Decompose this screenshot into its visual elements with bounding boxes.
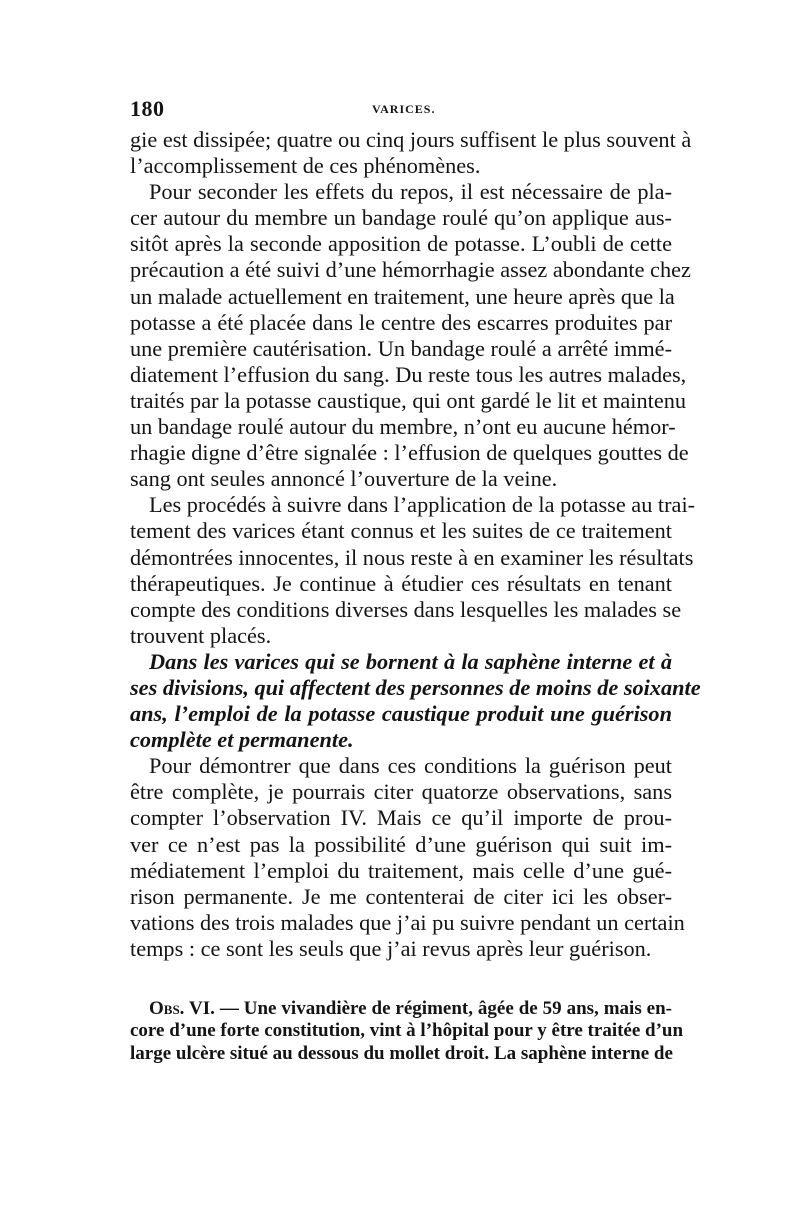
text-line: Pour seconder les effets du repos, il est nécessaire de pla-: [149, 179, 672, 205]
text-line: temps : ce sont les seuls que j’ai revus après leur guérison.: [130, 935, 652, 961]
text-line: ans, l’emploi de la potasse caustique produit une guérison: [130, 701, 672, 727]
page-number: 180: [130, 96, 165, 121]
body-text: [130, 127, 701, 962]
text-line: une première cautérisation. Un bandage roulé a arrêté immé-: [130, 335, 672, 361]
text-line: un bandage roulé autour du membre, n’ont eu aucune hémor-: [130, 414, 676, 440]
text-line: rhagie digne d’être signalée : l’effusion de quelques gouttes de: [130, 440, 689, 466]
text-line: compter l’observation IV. Mais ce qu’il importe de prou-: [130, 805, 672, 831]
text-line: démontrées innocentes, il nous reste à en examiner les résultats: [130, 544, 694, 570]
text-line: gie est dissipée; quatre ou cinq jours suffisent le plus souvent à: [130, 127, 692, 152]
text-line: ses divisions, qui affectent des personnes de moins de soixante: [130, 674, 701, 700]
observation-text: — Une vivandière de régiment, âgée de 59 ans, mais en-: [214, 998, 672, 1019]
paragraph-bandage: [130, 179, 691, 492]
text-line: tement des varices étant connus et les suites de ce traitement: [130, 518, 672, 544]
text-line: thérapeutiques. Je continue à étudier ces résultats en tenant: [130, 570, 672, 596]
text-line: traités par la potasse caustique, qui ont gardé le lit et maintenu: [130, 387, 687, 413]
observation-block: [130, 998, 684, 1065]
text-line: diatement l’effusion du sang. Du reste tous les autres malades,: [130, 361, 687, 387]
text-line: potasse a été placée dans le centre des escarres produites par: [130, 309, 672, 335]
text-line: Pour démontrer que dans ces conditions la guérison peut: [149, 753, 672, 779]
text-line: médiatement l’emploi du traitement, mais celle d’une gué-: [130, 857, 672, 883]
text-line: ver ce n’est pas la possibilité d’une guérison qui suit im-: [130, 831, 672, 857]
text-line: compte des conditions diverses dans lesquelles les malades se: [130, 596, 682, 622]
observation-first-line: [130, 998, 672, 1020]
text-line: sang ont seules annoncé l’ouverture de la veine.: [130, 466, 558, 492]
text-line: précaution a été suivi d’une hémorrhagie assez abondante chez: [130, 257, 691, 283]
running-head: VARICES.: [372, 102, 436, 116]
text-line: un malade actuellement en traitement, une heure après que la: [130, 283, 675, 309]
text-line: Les procédés à suivre dans l’application de la potasse au trai-: [149, 492, 696, 518]
paragraph-demonstration: [130, 753, 685, 962]
paragraph-italic-thesis: [130, 648, 701, 753]
text-line: trouvent placés.: [130, 622, 272, 648]
page-header: [130, 96, 670, 126]
text-line: large ulcère situé au dessous du mollet droit. La saphène interne de: [130, 1042, 673, 1064]
text-line: être complète, je pourrais citer quatorze observations, sans: [130, 779, 672, 805]
paragraph-continuation: [130, 127, 692, 179]
text-line: rison permanente. Je me contenterai de citer ici les obser-: [130, 883, 672, 909]
text-line: core d’une forte constitution, vint à l’hôpital pour y être traitée d’un: [130, 1020, 684, 1042]
text-line: sitôt après la seconde apposition de potasse. L’oubli de cette: [130, 231, 672, 257]
text-line: l’accomplissement de ces phénomènes.: [130, 153, 481, 179]
paragraph-procedures: [130, 492, 696, 649]
text-line: cer autour du membre un bandage roulé qu’on applique aus-: [130, 205, 672, 231]
text-line: vations des trois malades que j’ai pu suivre pendant un certain: [130, 909, 685, 935]
text-line: complète et permanente.: [130, 727, 354, 753]
text-line: Dans les varices qui se bornent à la saphène interne et à: [149, 648, 672, 674]
observation-label: Obs. VI.: [149, 998, 215, 1019]
